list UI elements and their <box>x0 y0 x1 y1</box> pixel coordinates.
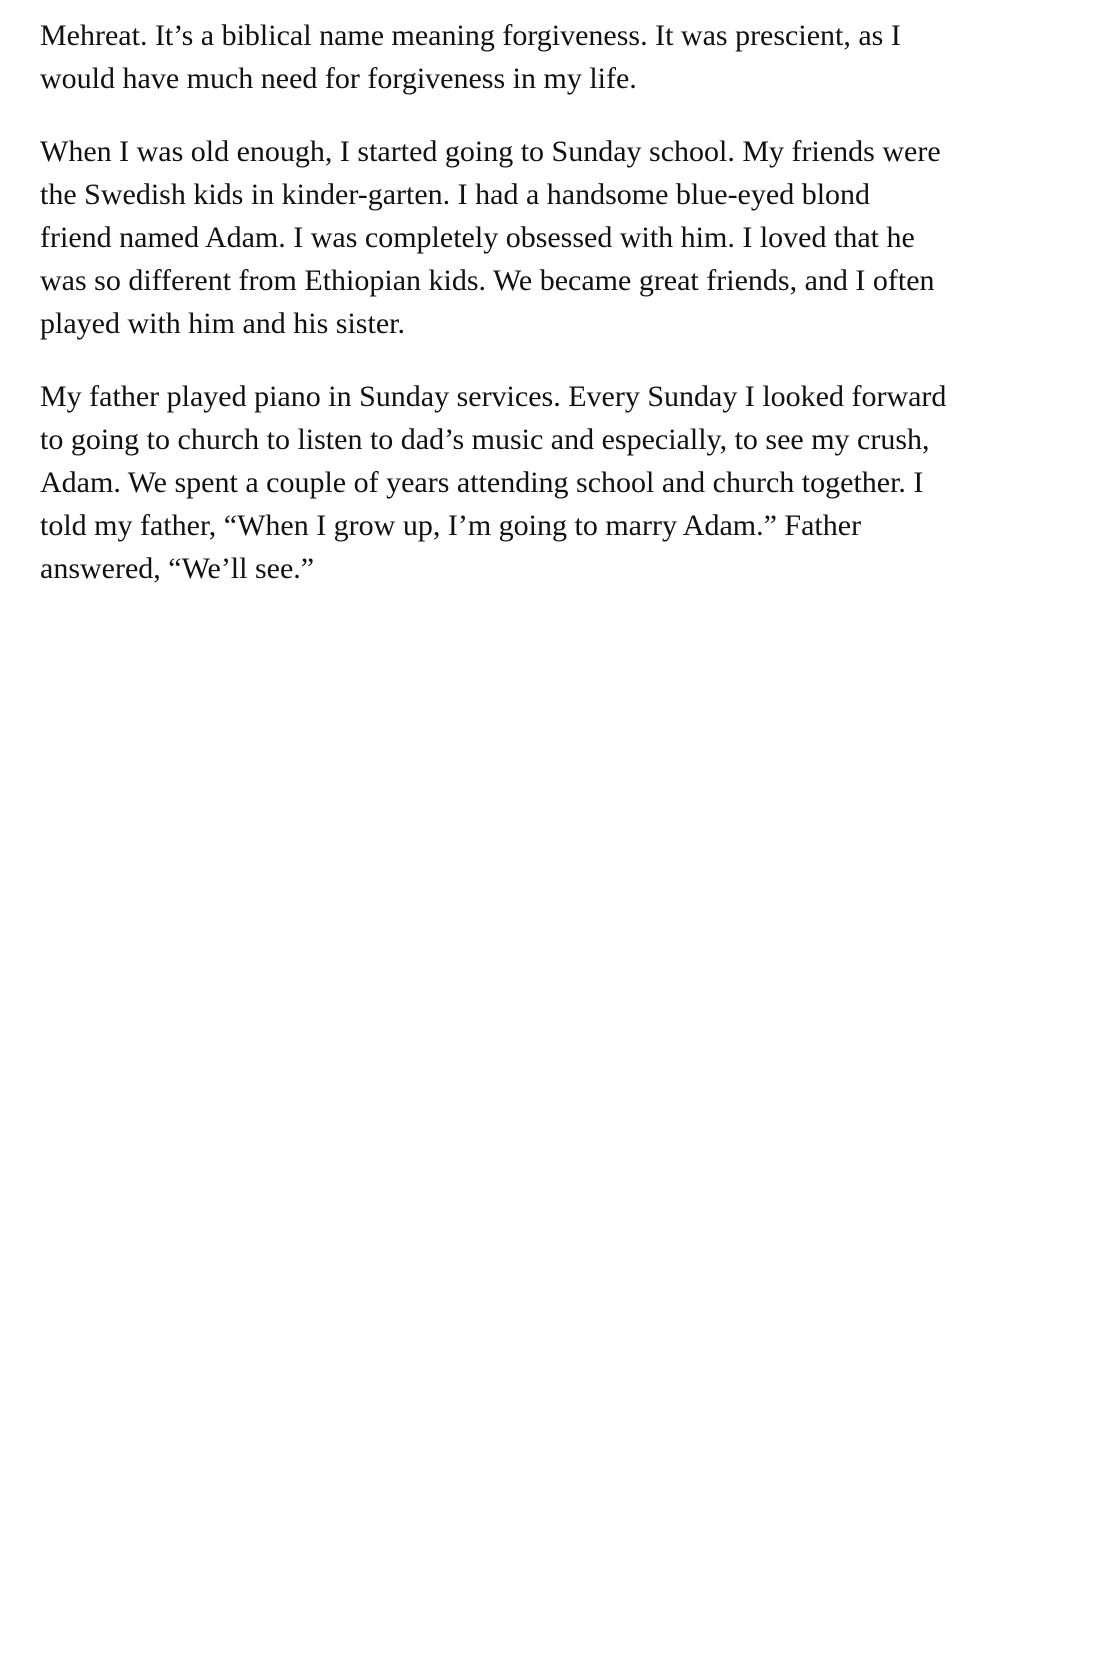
text-line: When I was old enough, I started going to Sunday school. My friends were <box>40 135 941 168</box>
text-line: My father played piano in Sunday services. Every Sunday I looked forward <box>40 380 947 413</box>
text-line: to going to church to listen to dad’s music and especially, to see my crush, <box>40 423 930 456</box>
text-line: the Swedish kids in kinder-garten. I had a handsome blue-eyed blond <box>40 178 871 211</box>
text-line: Adam. We spent a couple of years attending school and church together. I <box>40 466 924 499</box>
text-line: friend named Adam. I was completely obsessed with him. I loved that he <box>40 221 915 254</box>
text-line: answered, “We’ll see.” <box>40 552 315 585</box>
paragraph-2 <box>40 130 1080 345</box>
text-line: was so different from Ethiopian kids. We became great friends, and I often <box>40 264 935 297</box>
body-text <box>40 14 1080 620</box>
text-line: told my father, “When I grow up, I’m going to marry Adam.” Father <box>40 509 862 542</box>
paragraph-1 <box>40 14 1080 100</box>
text-line: would have much need for forgiveness in my life. <box>40 62 637 95</box>
text-line: Mehreat. It’s a biblical name meaning forgiveness. It was prescient, as I <box>40 19 901 52</box>
text-line: played with him and his sister. <box>40 307 405 340</box>
paragraph-3 <box>40 375 1080 590</box>
